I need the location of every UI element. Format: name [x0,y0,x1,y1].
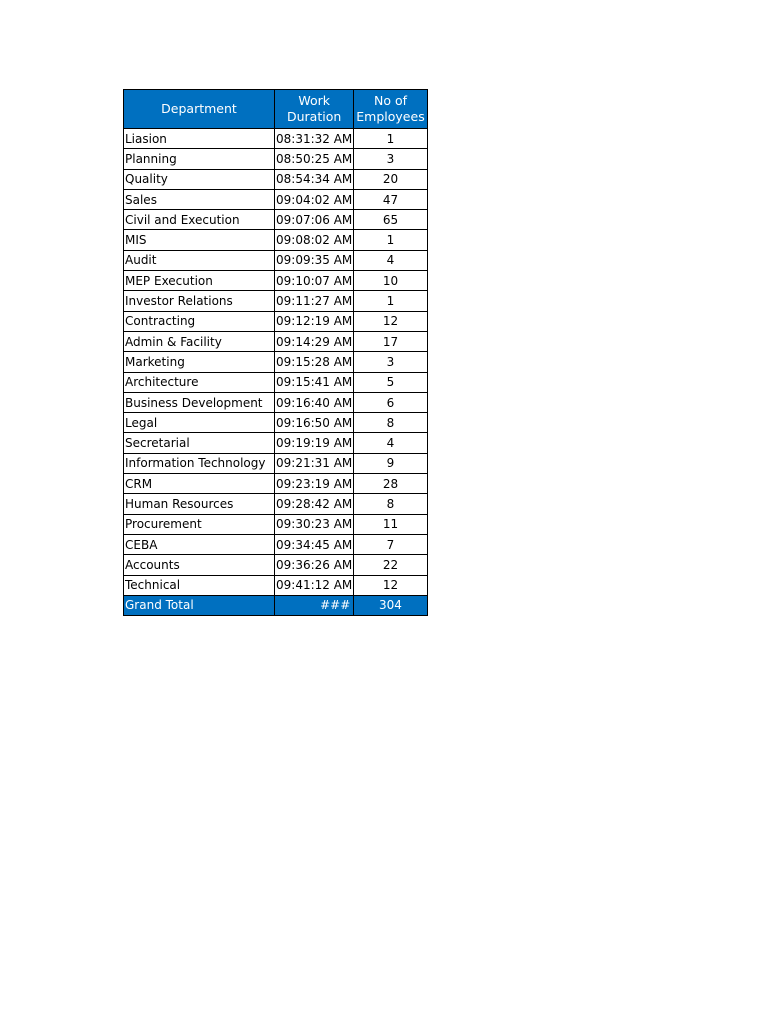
cell-work-duration: 09:07:06 AM [275,210,354,230]
cell-work-duration: 09:36:26 AM [275,555,354,575]
table-row [124,311,428,331]
cell-no-of-employees: 9 [354,453,427,473]
cell-no-of-employees: 1 [354,230,427,250]
cell-no-of-employees: 1 [354,291,427,311]
cell-no-of-employees: 3 [354,149,427,169]
table-row [124,575,428,595]
cell-work-duration: 09:15:28 AM [275,352,354,372]
cell-department: Accounts [124,555,275,575]
cell-department: Planning [124,149,275,169]
cell-no-of-employees: 4 [354,250,427,270]
table-row [124,250,428,270]
table-row [124,514,428,534]
cell-work-duration: 09:12:19 AM [275,311,354,331]
cell-work-duration: 08:54:34 AM [275,169,354,189]
table-row [124,474,428,494]
department-table [123,89,428,616]
cell-no-of-employees: 20 [354,169,427,189]
cell-work-duration: 09:14:29 AM [275,331,354,351]
cell-no-of-employees: 17 [354,331,427,351]
table-header [124,90,428,129]
cell-department: CEBA [124,534,275,554]
cell-work-duration: 09:15:41 AM [275,372,354,392]
cell-work-duration: 08:31:32 AM [275,129,354,149]
table-row [124,331,428,351]
cell-work-duration: 09:23:19 AM [275,474,354,494]
table-row [124,494,428,514]
table-row [124,372,428,392]
cell-no-of-employees: 12 [354,575,427,595]
table-row [124,534,428,554]
cell-work-duration: 09:16:50 AM [275,413,354,433]
cell-department: Secretarial [124,433,275,453]
table-row [124,149,428,169]
grand-total-label: Grand Total [124,595,275,615]
cell-department: Investor Relations [124,291,275,311]
table-row [124,392,428,412]
table-row [124,169,428,189]
cell-department: Technical [124,575,275,595]
grand-total-duration: ### [275,595,354,615]
cell-no-of-employees: 6 [354,392,427,412]
cell-work-duration: 09:08:02 AM [275,230,354,250]
cell-work-duration: 09:30:23 AM [275,514,354,534]
cell-work-duration: 09:09:35 AM [275,250,354,270]
cell-no-of-employees: 47 [354,189,427,209]
cell-department: Marketing [124,352,275,372]
table-row [124,413,428,433]
table-row [124,555,428,575]
cell-department: Human Resources [124,494,275,514]
header-no-of-employees [354,90,427,129]
cell-work-duration: 09:10:07 AM [275,271,354,291]
cell-no-of-employees: 10 [354,271,427,291]
cell-no-of-employees: 12 [354,311,427,331]
cell-no-of-employees: 1 [354,129,427,149]
cell-department: Information Technology [124,453,275,473]
cell-no-of-employees: 22 [354,555,427,575]
cell-no-of-employees: 28 [354,474,427,494]
table-row [124,230,428,250]
cell-department: Civil and Execution [124,210,275,230]
grand-total-row [124,595,428,615]
table-row [124,210,428,230]
cell-department: CRM [124,474,275,494]
spreadsheet-area [123,89,428,616]
cell-work-duration: 09:21:31 AM [275,453,354,473]
table-body [124,129,428,616]
cell-department: Architecture [124,372,275,392]
cell-work-duration: 09:16:40 AM [275,392,354,412]
cell-no-of-employees: 8 [354,413,427,433]
cell-work-duration: 09:04:02 AM [275,189,354,209]
table-row [124,433,428,453]
cell-department: Audit [124,250,275,270]
cell-work-duration: 09:19:19 AM [275,433,354,453]
cell-department: Procurement [124,514,275,534]
header-row [124,90,428,129]
cell-work-duration: 08:50:25 AM [275,149,354,169]
table-row [124,271,428,291]
cell-work-duration: 09:11:27 AM [275,291,354,311]
cell-department: MEP Execution [124,271,275,291]
table-row [124,352,428,372]
cell-department: Business Development [124,392,275,412]
cell-department: Legal [124,413,275,433]
header-work-duration-line2: Duration [286,109,342,124]
cell-no-of-employees: 5 [354,372,427,392]
header-work-duration-line1: Work [298,93,330,108]
cell-no-of-employees: 65 [354,210,427,230]
table-row [124,129,428,149]
header-department-label: Department [161,101,237,116]
cell-department: Quality [124,169,275,189]
header-work-duration [275,90,354,129]
header-department [124,90,275,129]
cell-department: Sales [124,189,275,209]
cell-no-of-employees: 7 [354,534,427,554]
cell-department: Contracting [124,311,275,331]
grand-total-employees: 304 [354,595,427,615]
cell-no-of-employees: 11 [354,514,427,534]
cell-work-duration: 09:34:45 AM [275,534,354,554]
cell-department: Admin & Facility [124,331,275,351]
table-row [124,291,428,311]
cell-no-of-employees: 3 [354,352,427,372]
cell-work-duration: 09:41:12 AM [275,575,354,595]
cell-no-of-employees: 8 [354,494,427,514]
cell-no-of-employees: 4 [354,433,427,453]
header-no-of-employees-line2: Employees [356,109,425,124]
cell-work-duration: 09:28:42 AM [275,494,354,514]
cell-department: MIS [124,230,275,250]
cell-department: Liasion [124,129,275,149]
table-row [124,453,428,473]
header-no-of-employees-line1: No of [373,93,407,108]
table-row [124,189,428,209]
